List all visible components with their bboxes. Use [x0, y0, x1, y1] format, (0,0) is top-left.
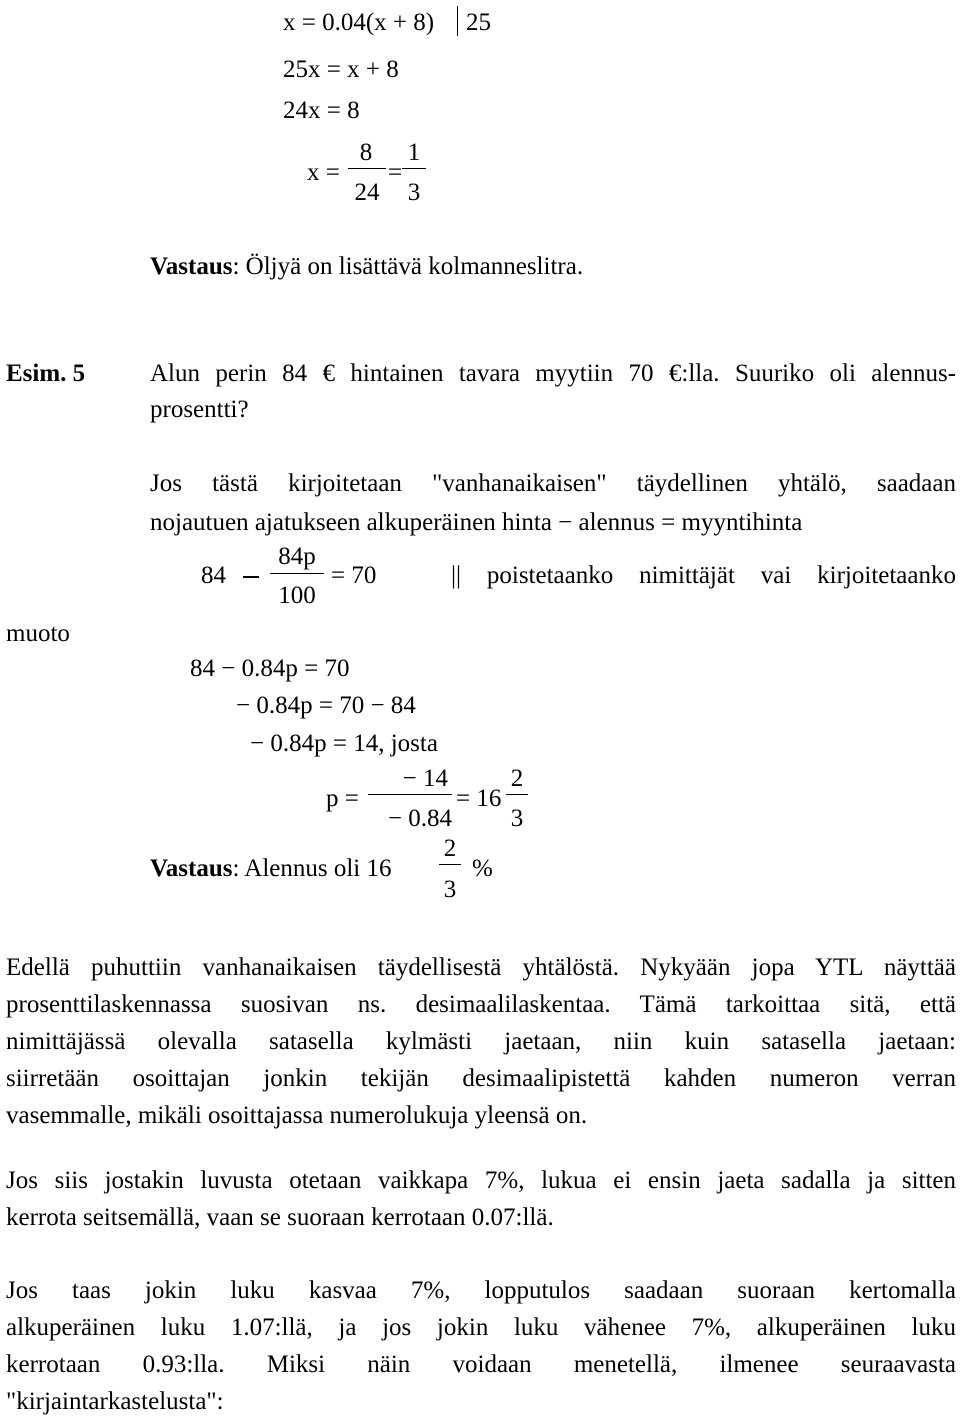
paragraph-1-line: vasemmalle, mikäli osoittajassa numerolukuja yleensä on. — [6, 1102, 588, 1129]
paragraph-2-line: Jos siis jostakin luvusta otetaan vaikkapa 7%, lukua ei ensin jaeta sadalla ja sitten — [6, 1167, 956, 1194]
main-equation-rhs: = 70 — [331, 562, 377, 589]
answer-1 — [150, 254, 583, 279]
answer-2-denominator: 3 — [443, 876, 457, 903]
paragraph-1 — [6, 949, 956, 1134]
p-fraction-numerator: − 14 — [402, 765, 448, 792]
paragraph-1-line: siirretään osoittajan jonkin tekijän desimaalipistettä kahden numeron verran — [6, 1065, 956, 1092]
p-fraction-bar — [368, 794, 452, 795]
equation-line-2: 25x = x + 8 — [283, 56, 399, 83]
fraction-1-bar — [348, 168, 386, 169]
paragraph-3-line: "kirjaintarkastelusta": — [6, 1388, 224, 1415]
answer-2-text: : Alennus oli 16 — [232, 855, 392, 882]
main-fraction-numerator: 84p — [278, 543, 316, 570]
paragraph-1-line: Edellä puhuttiin vanhanaikaisen täydellisestä yhtälöstä. Nykyään jopa YTL näyttää — [6, 954, 956, 981]
answer-2-bar — [439, 864, 461, 865]
p-mixed-bar — [506, 794, 528, 795]
paragraph-2-line: kerrota seitsemällä, vaan se suoraan kerrotaan 0.07:llä. — [6, 1204, 554, 1231]
main-equation-side-label: muoto — [6, 620, 70, 647]
p-mixed-numerator: 2 — [510, 765, 524, 792]
paragraph-1-line: nimittäjässä olevalla satasella kylmästi jaetaan, niin kuin satasella jaetaan: — [6, 1028, 956, 1055]
example-5-line-1: Alun perin 84 € hintainen tavara myytiin 70 €:lla. Suuriko oli alennus- — [150, 360, 956, 387]
answer-2-unit: % — [472, 855, 493, 882]
explanation-line-2: nojautuen ajatukseen alkuperäinen hinta − alennus = myyntihinta — [150, 509, 803, 536]
paragraph-3-line: alkuperäinen luku 1.07:llä, ja jos jokin luku vähenee 7%, alkuperäinen luku — [6, 1314, 956, 1341]
main-equation-a: 84 — [201, 562, 226, 589]
minus-sign — [243, 576, 259, 578]
example-5 — [6, 361, 956, 386]
p-equation-lhs: p = — [326, 785, 359, 812]
equals-sign: = — [388, 159, 403, 186]
fraction-1-denominator: 24 — [354, 179, 380, 206]
fraction-2-denominator: 3 — [407, 179, 421, 206]
main-fraction-bar — [270, 573, 324, 574]
operation-divider — [457, 6, 458, 36]
p-fraction-denominator: − 0.84 — [387, 805, 452, 832]
equation-line-1 — [283, 10, 434, 35]
example-5-line-2: prosentti? — [150, 396, 249, 423]
answer-2-label: Vastaus — [150, 855, 233, 882]
explanation-line-1: Jos tästä kirjoitetaan "vanhanaikaisen" täydellinen yhtälö, saadaan — [150, 470, 956, 497]
equation-1-lhs: x = 0.04(x + 8) — [283, 9, 435, 36]
equation-1-operation: 25 — [466, 9, 491, 36]
fraction-2-bar — [402, 168, 426, 169]
p-equation-value: = 16 — [456, 785, 502, 812]
answer-1-label: Vastaus — [150, 253, 233, 280]
paragraph-3 — [6, 1272, 956, 1420]
paragraph-3-line: kerrotaan 0.93:lla. Miksi näin voidaan menetellä, ilmenee seuraavasta — [6, 1351, 956, 1378]
paragraph-1-line: prosenttilaskennassa suosivan ns. desimaalilaskentaa. Tämä tarkoittaa sitä, että — [6, 991, 956, 1018]
step-2: − 0.84p = 70 − 84 — [236, 692, 416, 719]
p-mixed-denominator: 3 — [510, 805, 524, 832]
equation-4-lhs: x = — [307, 159, 340, 186]
paragraph-3-line: Jos taas jokin luku kasvaa 7%, lopputulos saadaan suoraan kertomalla — [6, 1277, 956, 1304]
answer-2-numerator: 2 — [443, 835, 457, 862]
fraction-1-numerator: 8 — [359, 139, 373, 166]
step-3: − 0.84p = 14, josta — [250, 730, 438, 757]
paragraph-2 — [6, 1162, 956, 1236]
step-1: 84 − 0.84p = 70 — [190, 655, 350, 682]
main-fraction-denominator: 100 — [278, 582, 316, 609]
main-equation-comment: || poistetaanko nimittäjät vai kirjoitetaanko — [451, 562, 956, 589]
answer-1-text: : Öljyä on lisättävä kolmanneslitra. — [232, 253, 584, 280]
equation-line-3: 24x = 8 — [283, 97, 360, 124]
example-5-label: Esim. 5 — [6, 360, 86, 387]
fraction-2-numerator: 1 — [407, 139, 421, 166]
